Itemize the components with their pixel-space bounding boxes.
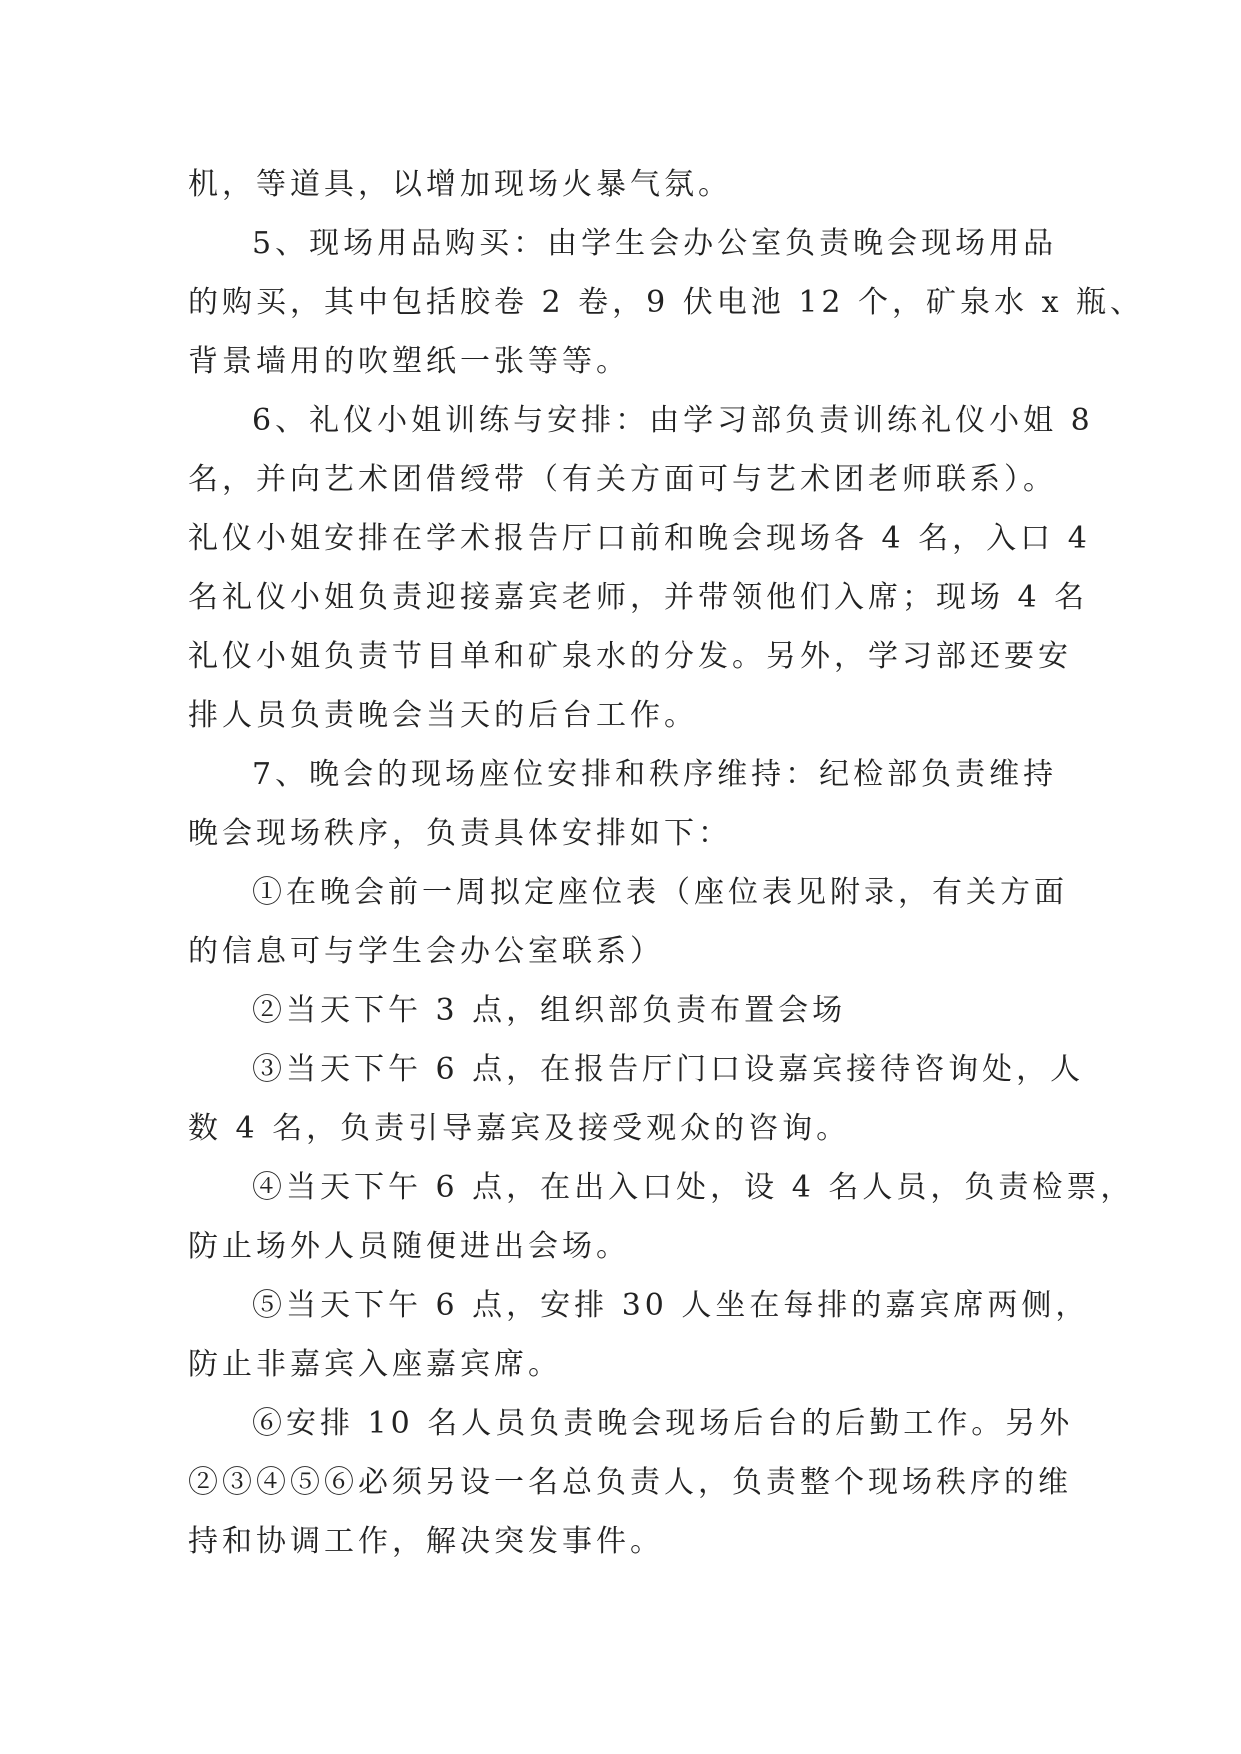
text-line: ②③④⑤⑥必须另设一名总负责人，负责整个现场秩序的维 <box>188 1465 1072 1500</box>
text-line: 数 4 名，负责引导嘉宾及接受观众的咨询。 <box>188 1111 851 1146</box>
text-line: 的购买，其中包括胶卷 2 卷，9 伏电池 12 个，矿泉水 x 瓶、 <box>188 285 1145 320</box>
text-line: 礼仪小姐安排在学术报告厅口前和晚会现场各 4 名，入口 4 <box>188 521 1091 556</box>
text-line: 机，等道具，以增加现场火暴气氛。 <box>188 167 732 202</box>
text-line: 晚会现场秩序，负责具体安排如下： <box>188 816 732 851</box>
text-line: 名礼仪小姐负责迎接嘉宾老师，并带领他们入席；现场 4 名 <box>188 580 1089 615</box>
text-line: 名，并向艺术团借绶带（有关方面可与艺术团老师联系）。 <box>188 462 1057 497</box>
text-line: ①在晚会前一周拟定座位表（座位表见附录，有关方面 <box>252 875 1068 910</box>
text-line: 的信息可与学生会办公室联系） <box>188 934 664 969</box>
text-line: 背景墙用的吹塑纸一张等等。 <box>188 344 630 379</box>
text-line: 5、现场用品购买：由学生会办公室负责晚会现场用品 <box>252 226 1058 261</box>
text-line: 排人员负责晚会当天的后台工作。 <box>188 698 698 733</box>
text-line: ②当天下午 3 点，组织部负责布置会场 <box>252 993 847 1028</box>
text-line: 6、礼仪小姐训练与安排：由学习部负责训练礼仪小姐 8 <box>252 403 1094 438</box>
text-line: 持和协调工作，解决突发事件。 <box>188 1524 664 1559</box>
text-line: ⑤当天下午 6 点，安排 30 人坐在每排的嘉宾席两侧， <box>252 1288 1090 1323</box>
text-line: 防止场外人员随便进出会场。 <box>188 1229 630 1264</box>
text-line: 礼仪小姐负责节目单和矿泉水的分发。另外，学习部还要安 <box>188 639 1072 674</box>
text-line: ③当天下午 6 点，在报告厅门口设嘉宾接待咨询处，人 <box>252 1052 1085 1087</box>
text-line: ⑥安排 10 名人员负责晚会现场后台的后勤工作。另外 <box>252 1406 1074 1441</box>
text-line: 7、晚会的现场座位安排和秩序维持：纪检部负责维持 <box>252 757 1058 792</box>
text-line: 防止非嘉宾入座嘉宾席。 <box>188 1347 562 1382</box>
document-body <box>188 155 1145 1571</box>
text-line: ④当天下午 6 点，在出入口处，设 4 名人员，负责检票， <box>252 1170 1135 1205</box>
